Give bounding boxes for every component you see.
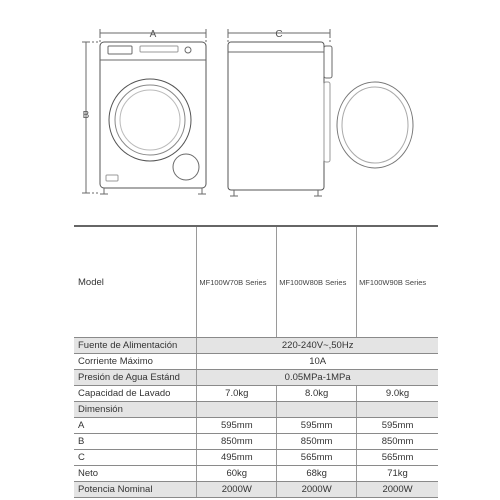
row-label: B [74, 434, 197, 450]
row-value: 850mm [197, 434, 277, 450]
row-dim-a [74, 418, 438, 434]
row-value: 8.0kg [277, 386, 357, 402]
row-value: 595mm [357, 418, 438, 434]
row-power-supply [74, 338, 438, 354]
header-model-label: Model [74, 226, 197, 338]
row-value: 565mm [277, 450, 357, 466]
dimension-b-label: B [82, 110, 90, 121]
header-model-70b: MF100W70B Series [197, 226, 277, 338]
row-dim-c [74, 450, 438, 466]
row-label: C [74, 450, 197, 466]
row-dim-b [74, 434, 438, 450]
row-label: Capacidad de Lavado [74, 386, 197, 402]
row-value-all-models: 220-240V~,50Hz [197, 338, 438, 354]
row-value: 2000W [357, 482, 438, 498]
washer-side-view [228, 42, 332, 196]
row-value [357, 402, 438, 418]
row-value: 565mm [357, 450, 438, 466]
row-label: A [74, 418, 197, 434]
header-model-80b: MF100W80B Series [277, 226, 357, 338]
row-label: Potencia Nominal [74, 482, 197, 498]
washer-dimension-diagram [0, 0, 500, 212]
table-header-row [74, 226, 438, 338]
row-label: Neto [74, 466, 197, 482]
row-label: Corriente Máximo [74, 354, 197, 370]
row-value [197, 402, 277, 418]
row-value: 7.0kg [197, 386, 277, 402]
row-net-weight [74, 466, 438, 482]
row-value-all-models: 0.05MPa-1MPa [197, 370, 438, 386]
row-value: 595mm [277, 418, 357, 434]
row-value: 850mm [357, 434, 438, 450]
row-wash-capacity [74, 386, 438, 402]
row-value-all-models: 10A [197, 354, 438, 370]
dimension-a-label: A [149, 29, 157, 40]
dimension-c-label: C [275, 29, 283, 40]
row-value [277, 402, 357, 418]
row-value: 60kg [197, 466, 277, 482]
row-rated-power [74, 482, 438, 498]
row-water-pressure [74, 370, 438, 386]
row-max-current [74, 354, 438, 370]
row-value: 68kg [277, 466, 357, 482]
row-value: 71kg [357, 466, 438, 482]
row-dimension [74, 402, 438, 418]
row-value: 850mm [277, 434, 357, 450]
row-value: 495mm [197, 450, 277, 466]
row-value: 2000W [197, 482, 277, 498]
row-label: Dimensión [74, 402, 197, 418]
row-label: Presión de Agua Estánd [74, 370, 197, 386]
row-value: 595mm [197, 418, 277, 434]
header-model-90b: MF100W90B Series [357, 226, 438, 338]
row-label: Fuente de Alimentación [74, 338, 197, 354]
specification-table [74, 225, 438, 498]
row-value: 9.0kg [357, 386, 438, 402]
washer-front-view [100, 42, 206, 194]
row-value: 2000W [277, 482, 357, 498]
open-door-outline [337, 82, 413, 168]
